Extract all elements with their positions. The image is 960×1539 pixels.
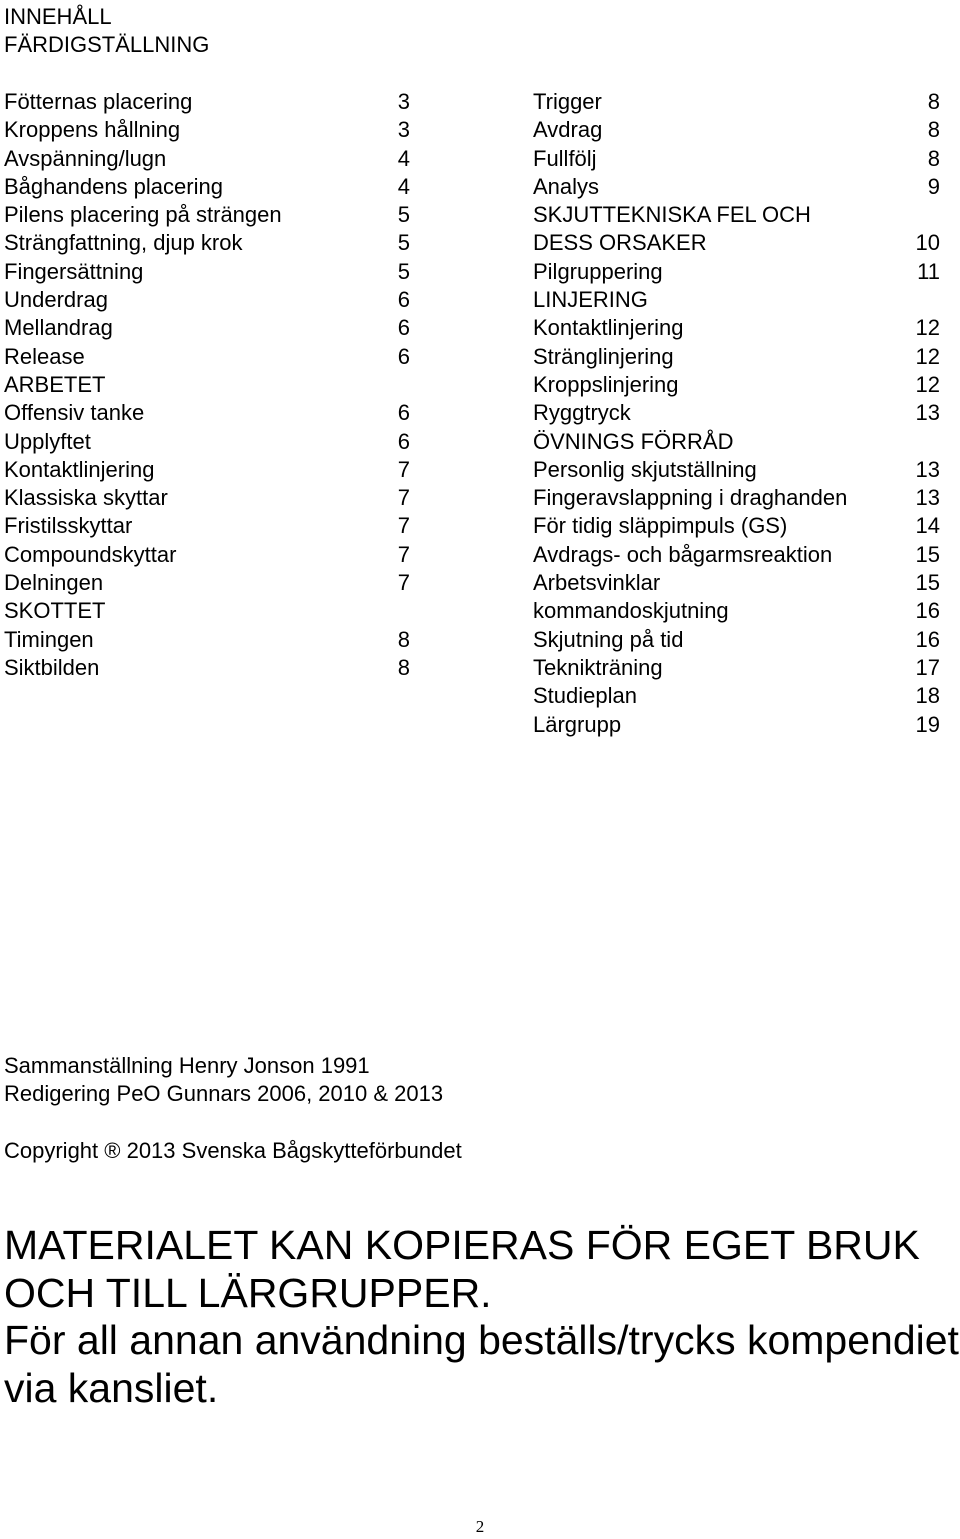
toc-entry-page: 12 — [915, 371, 940, 397]
toc-entry-page: 8 — [927, 89, 940, 114]
toc-entry-title: Mellandrag — [4, 315, 113, 341]
toc-entry-page: 12 — [915, 343, 940, 369]
toc-entry-title: Kroppslinjering — [533, 371, 679, 397]
toc-entry-title: SKJUTTEKNISKA FEL OCH — [533, 202, 811, 228]
toc-heading: INNEHÅLL — [4, 4, 112, 29]
toc-entry — [533, 569, 940, 597]
toc-entry-title: Avdrags- och bågarmsreaktion — [533, 541, 833, 567]
toc-entry-page: 17 — [915, 654, 940, 680]
toc-entry — [533, 399, 940, 427]
toc-entry-title: Klassiska skyttar — [4, 485, 168, 511]
toc-entry — [4, 286, 410, 314]
notice-line: via kansliet. — [4, 1364, 219, 1411]
toc-entry-title: Kontaktlinjering — [533, 315, 684, 341]
toc-entry-page: 10 — [915, 230, 940, 256]
edited-by: Redigering PeO Gunnars 2006, 2010 & 2013 — [4, 1081, 444, 1106]
toc-entry-title: Delningen — [4, 570, 104, 596]
notice-line: MATERIALET KAN KOPIERAS FÖR EGET BRUK — [4, 1222, 920, 1268]
toc-entry-title: Fingeravslappning i draghanden — [533, 485, 848, 511]
toc-entry-title: Teknikträning — [533, 654, 663, 680]
toc-entry-page: 15 — [915, 541, 940, 567]
toc-entry-title: Avspänning/lugn — [4, 145, 167, 171]
copyright-line: Copyright ® 2013 Svenska Bågskytteförbundet — [4, 1138, 462, 1163]
toc-entry — [4, 371, 410, 399]
toc-entry — [4, 258, 410, 286]
toc-entry-page: 5 — [397, 230, 410, 256]
toc-entry-title: Fötternas placering — [4, 89, 193, 114]
toc-entry-title: LINJERING — [533, 287, 648, 313]
toc-entry — [533, 314, 940, 342]
toc-entry — [4, 654, 410, 682]
toc-entry-page: 4 — [397, 173, 410, 199]
toc-entry-page: 6 — [397, 343, 410, 369]
toc-entry — [4, 484, 410, 512]
toc-entry-page: 5 — [397, 202, 410, 228]
toc-entry — [4, 88, 410, 116]
toc-entry — [4, 597, 410, 625]
toc-entry-page: 8 — [397, 626, 410, 652]
toc-entry — [533, 286, 940, 314]
toc-entry-page: 6 — [397, 287, 410, 313]
toc-entry-title: Kontaktlinjering — [4, 456, 155, 482]
toc-entry-title: ARBETET — [4, 371, 106, 397]
toc-left-column — [4, 88, 410, 682]
toc-entry-title: Offensiv tanke — [4, 400, 145, 426]
toc-entry — [4, 314, 410, 342]
toc-entry-title: Pilens placering på strängen — [4, 202, 282, 228]
toc-entry-title: Fingersättning — [4, 258, 144, 284]
toc-entry — [533, 145, 940, 173]
toc-entry-page: 6 — [397, 428, 410, 454]
toc-entry — [4, 569, 410, 597]
toc-entry — [4, 428, 410, 456]
toc-entry-title: DESS ORSAKER — [533, 230, 707, 256]
toc-entry-page: 16 — [915, 626, 940, 652]
toc-entry-title: Avdrag — [533, 117, 603, 143]
toc-entry — [4, 541, 410, 569]
notice-line: För all annan användning beställs/trycks kompendiet — [4, 1317, 959, 1363]
toc-entry-page: 3 — [397, 89, 410, 114]
toc-entry — [4, 456, 410, 484]
toc-entry-title: Underdrag — [4, 287, 108, 313]
toc-entry-title: Trigger — [533, 89, 602, 114]
toc-entry-title: Stränglinjering — [533, 343, 674, 369]
toc-entry-title: Fullfölj — [533, 145, 597, 171]
toc-entry-page: 4 — [397, 145, 410, 171]
toc-entry-title: Arbetsvinklar — [533, 570, 661, 596]
toc-entry-page: 13 — [915, 400, 940, 426]
toc-entry-page: 9 — [927, 173, 940, 199]
toc-entry — [533, 711, 940, 739]
toc-entry-title: Personlig skjutställning — [533, 456, 757, 482]
toc-entry — [533, 343, 940, 371]
toc-entry-page: 6 — [397, 315, 410, 341]
toc-entry — [4, 343, 410, 371]
toc-entry — [533, 484, 940, 512]
toc-entry-title: kommandoskjutning — [533, 598, 729, 624]
toc-entry — [533, 541, 940, 569]
toc-entry-title: Båghandens placering — [4, 173, 223, 199]
toc-entry — [533, 258, 940, 286]
toc-subheading: FÄRDIGSTÄLLNING — [4, 32, 210, 57]
toc-entry-page: 11 — [917, 258, 940, 284]
toc-entry-title: Lärgrupp — [533, 711, 622, 737]
toc-entry-title: SKOTTET — [4, 598, 106, 624]
toc-entry — [533, 654, 940, 682]
toc-entry — [533, 201, 940, 229]
toc-entry — [533, 116, 940, 144]
toc-entry-page: 6 — [397, 400, 410, 426]
toc-entry-page: 5 — [397, 258, 410, 284]
toc-entry-page: 16 — [915, 598, 940, 624]
toc-entry — [4, 626, 410, 654]
toc-entry — [533, 229, 940, 257]
toc-entry-title: Analys — [533, 173, 600, 199]
toc-entry — [533, 371, 940, 399]
toc-entry-title: Compoundskyttar — [4, 541, 177, 567]
toc-entry — [533, 626, 940, 654]
toc-entry — [533, 88, 940, 116]
toc-entry — [4, 201, 410, 229]
toc-entry-page: 13 — [915, 456, 940, 482]
toc-entry-page: 8 — [927, 117, 940, 143]
toc-entry — [533, 456, 940, 484]
toc-entry-title: Kroppens hållning — [4, 117, 181, 143]
toc-entry-page: 13 — [915, 485, 940, 511]
toc-entry-page: 15 — [915, 570, 940, 596]
toc-entry-title: Siktbilden — [4, 654, 100, 680]
toc-entry-page: 18 — [915, 683, 940, 709]
copy-notice — [4, 1222, 960, 1412]
toc-entry-title: För tidig släppimpuls (GS) — [533, 513, 788, 539]
toc-entry-title: Strängfattning, djup krok — [4, 230, 243, 256]
toc-entry — [4, 512, 410, 540]
toc-entry-title: Release — [4, 343, 85, 369]
notice-line: OCH TILL LÄRGRUPPER. — [4, 1269, 492, 1316]
toc-entry-title: Upplyftet — [4, 428, 91, 454]
toc-entry-page: 7 — [397, 513, 410, 539]
toc-entry — [4, 173, 410, 201]
toc-entry-title: Skjutning på tid — [533, 626, 684, 652]
toc-entry-title: Timingen — [4, 626, 94, 652]
toc-entry-title: Fristilsskyttar — [4, 513, 133, 539]
toc-entry — [4, 145, 410, 173]
toc-entry — [533, 597, 940, 625]
toc-entry-page: 12 — [915, 315, 940, 341]
toc-entry-title: ÖVNINGS FÖRRÅD — [533, 428, 734, 454]
toc-entry-page: 8 — [927, 145, 940, 171]
toc-entry — [4, 399, 410, 427]
toc-entry-title: Pilgruppering — [533, 258, 663, 284]
toc-entry — [4, 229, 410, 257]
toc-entry-title: Ryggtryck — [533, 400, 631, 426]
toc-entry-page: 3 — [397, 117, 410, 143]
toc-entry — [533, 682, 940, 710]
page-number: 2 — [475, 1517, 485, 1536]
compiled-by: Sammanställning Henry Jonson 1991 — [4, 1053, 370, 1078]
toc-entry-page: 7 — [397, 570, 410, 596]
toc-entry-page: 7 — [397, 485, 410, 511]
toc-entry — [533, 512, 940, 540]
toc-entry — [533, 173, 940, 201]
toc-entry-title: Studieplan — [533, 683, 637, 709]
toc-entry — [533, 428, 940, 456]
toc-entry-page: 14 — [915, 513, 940, 539]
toc-entry-page: 7 — [397, 541, 410, 567]
toc-right-column — [533, 88, 940, 739]
toc-entry-page: 8 — [397, 654, 410, 680]
toc-entry — [4, 116, 410, 144]
toc-entry-page: 19 — [915, 711, 940, 737]
toc-entry-page: 7 — [397, 456, 410, 482]
